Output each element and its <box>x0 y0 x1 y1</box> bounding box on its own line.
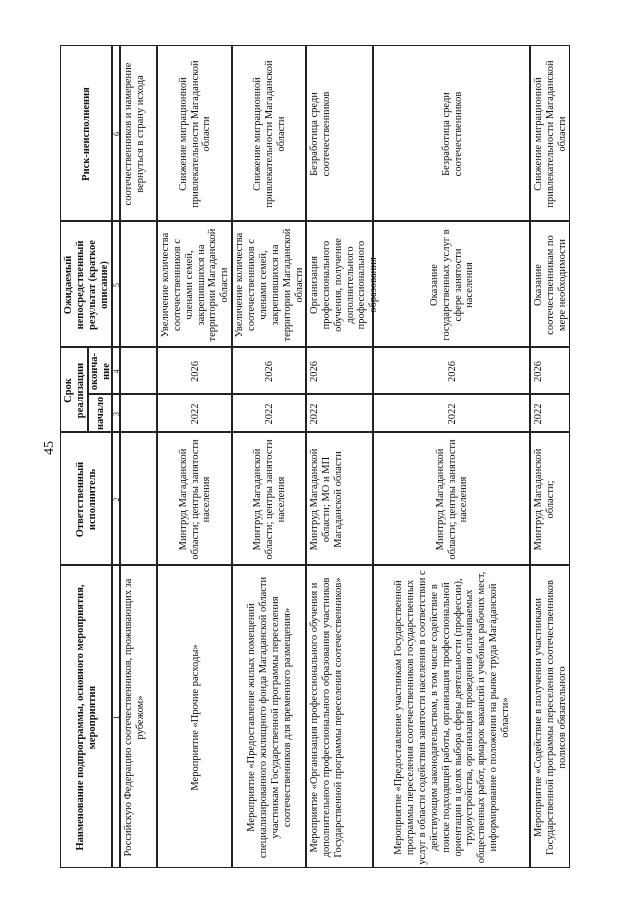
row-2-executor-text: Минтруд Магаданской области; центры занятости населения <box>177 439 213 560</box>
row-4-name <box>306 565 373 868</box>
page-number: 45 <box>42 441 57 455</box>
row-4-end <box>306 347 373 394</box>
row-4-result-text: Организация профессионального обучения, получение дополнительного профессионального образования <box>309 238 380 332</box>
row-2-executor <box>157 432 232 565</box>
header-executor-text: Ответственный исполнитель <box>75 461 98 538</box>
row-1-start-text <box>121 395 158 433</box>
row-5-risk <box>373 45 530 221</box>
row-3-start <box>232 394 306 432</box>
col-number-1 <box>112 565 120 868</box>
row-6-start <box>530 394 570 432</box>
row-4-start-text: 2022 <box>309 403 320 425</box>
header-end <box>88 347 112 394</box>
row-6-end-text: 2026 <box>533 361 544 382</box>
row-2-name <box>157 565 232 868</box>
header-executor <box>60 432 112 565</box>
row-2-result <box>157 221 232 347</box>
row-5-executor <box>373 432 530 565</box>
row-4-result <box>306 221 380 347</box>
header-start <box>88 394 112 432</box>
row-3-end <box>232 347 306 394</box>
row-1-name-text: Российскую Федерацию соотечественников, проживающих за рубежом» <box>123 578 146 857</box>
row-6-name <box>530 565 570 868</box>
col-number-5-text: 5 <box>112 283 121 287</box>
row-3-result <box>232 221 306 347</box>
row-1-end-text <box>121 348 158 395</box>
row-5-name-text: Мероприятие «Предоставление участникам Государственной программы переселения соотечественников государственных услуг в области содействия занятости населения в соответствии с действующим законодательством, в том числе содействие в поиске подходящей работы, организация профессиональной ориентации в целях выбора сферы деятельности (профессии), трудоустройства, организация проведения оплачиваемых общественных работ, ярмарок вакансий и учебных рабочих мест, информирование о положении на рынке труда Магаданской области» <box>393 570 511 865</box>
row-1-executor-text <box>121 433 158 566</box>
row-3-executor <box>232 432 306 565</box>
col-number-2-text: 2 <box>112 497 121 502</box>
row-6-end <box>530 347 570 394</box>
col-number-2 <box>112 432 120 565</box>
row-6-risk <box>530 45 570 221</box>
row-1-result-text <box>121 222 158 348</box>
row-3-name-text: Мероприятие «Предоставление жилых помещений специализированного жилищного фонда Магаданской области участникам Государственной программы переселения соотечественников для временного размещения» <box>246 576 293 859</box>
row-5-start <box>373 394 530 432</box>
col-number-4 <box>112 347 120 394</box>
row-4-executor <box>306 432 373 565</box>
row-3-start-text: 2022 <box>264 403 276 425</box>
row-6-name-text: Мероприятие «Содействие в получении участниками Государственной программы переселения соотечественников полисов обязательного <box>533 580 568 856</box>
col-number-1-text: 1 <box>112 715 121 720</box>
col-number-4-text: 4 <box>112 369 121 374</box>
row-5-result-text: Оказание государственных услуг в сфере занятости населения <box>428 229 476 341</box>
row-3-executor-text: Минтруд Магаданской области; центры занятости населения <box>252 439 287 560</box>
row-2-end-text: 2026 <box>189 361 201 382</box>
header-result-text: Ожидаемый непосредственный результат (краткое описание) <box>63 240 110 330</box>
row-6-result <box>530 221 570 347</box>
header-name-text: Наименование подпрограммы, основного мероприятия, мероприятия <box>75 584 98 851</box>
row-5-end <box>373 347 530 394</box>
row-5-start-text: 2022 <box>446 403 458 425</box>
row-1-executor <box>120 432 157 565</box>
row-4-executor-text: Минтруд Магаданской области; МО и МП Магаданской области <box>309 448 344 551</box>
row-3-name <box>232 565 306 868</box>
row-2-result-text: Увеличение количества соотечественников с членами семей, закрепившихся на территории Магаданской области <box>159 228 231 342</box>
row-5-end-text: 2026 <box>446 361 458 382</box>
row-3-risk <box>232 45 306 221</box>
col-number-6 <box>112 45 120 221</box>
row-2-risk <box>157 45 232 221</box>
row-4-name-text: Мероприятие «Организация профессионального обучения и дополнительного профессионального образования участников Государственной программы переселения соотечественников» <box>309 577 344 858</box>
row-1-start <box>120 394 157 432</box>
col-number-6-text: 6 <box>112 132 121 136</box>
row-5-result <box>373 221 530 347</box>
row-4-risk-text: Безработица среди соотечественников <box>309 91 332 177</box>
row-1-risk <box>120 45 157 221</box>
row-6-executor <box>530 432 570 565</box>
row-1-risk-text: соотечественников и намерение вернуться в страну исхода <box>123 62 146 206</box>
row-3-end-text: 2026 <box>264 361 276 382</box>
row-6-result-text: Оказание соотечественникам по мере необходимости <box>533 235 568 335</box>
row-3-result-text: Увеличение количества соотечественников с членами семей, закрепившихся на территории Магаданской области <box>234 228 305 342</box>
row-1-end <box>120 347 157 394</box>
row-1-name <box>120 565 157 868</box>
row-2-risk-text: Снижение миграционной привлекательности Магаданской области <box>177 60 213 208</box>
header-risk <box>60 45 112 221</box>
row-6-start-text: 2022 <box>533 403 544 425</box>
col-number-3-text: 3 <box>112 412 121 416</box>
row-4-risk <box>306 45 373 221</box>
row-1-result <box>120 221 157 347</box>
row-4-start <box>306 394 373 432</box>
header-result <box>60 221 112 347</box>
header-name <box>60 565 112 868</box>
col-number-5 <box>112 221 120 347</box>
row-5-executor-text: Минтруд Магаданской области; центры занятости населения <box>434 439 470 560</box>
header-period <box>60 347 88 432</box>
header-start-text: начало <box>95 396 107 430</box>
row-5-risk-text: Безработица среди соотечественников <box>440 91 464 177</box>
header-risk-text: Риск-неисполнения <box>81 87 93 181</box>
row-5-name <box>373 565 530 868</box>
col-number-3 <box>112 394 120 432</box>
row-6-executor-text: Минтруд Магаданской области; <box>533 448 556 551</box>
row-6-risk-text: Снижение миграционной привлекательности Магаданской области <box>533 60 568 208</box>
row-2-end <box>157 347 232 394</box>
row-3-risk-text: Снижение миграционной привлекательности Магаданской области <box>252 60 287 208</box>
row-2-name-text: Мероприятие «Прочие расходы» <box>189 644 201 791</box>
row-2-start <box>157 394 232 432</box>
header-period-text: Срок реализации <box>63 362 86 419</box>
header-end-text: оконча-ние <box>89 352 112 391</box>
row-4-end-text: 2026 <box>309 361 320 382</box>
row-2-start-text: 2022 <box>189 403 201 425</box>
